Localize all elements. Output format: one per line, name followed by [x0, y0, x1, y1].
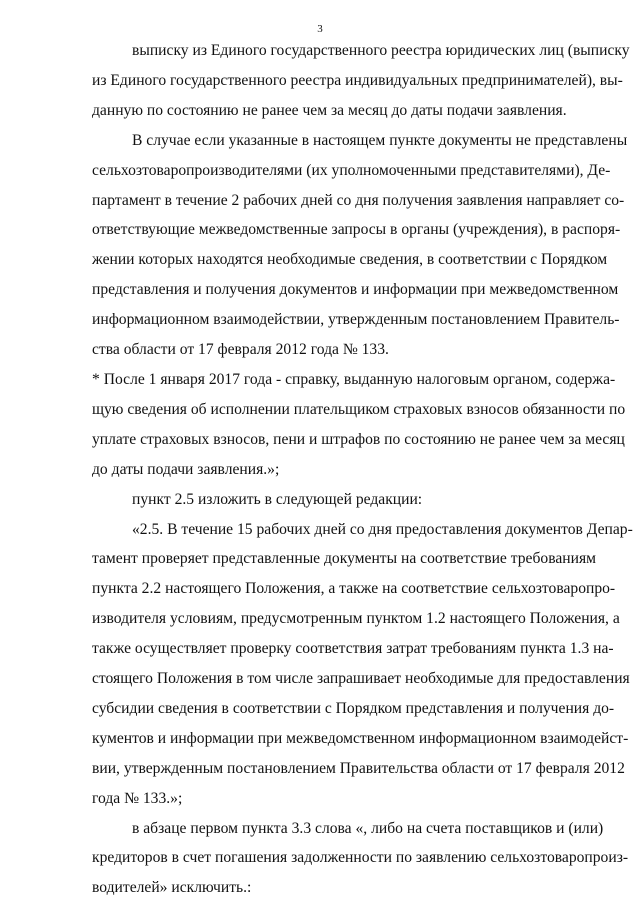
text-line: * После 1 января 2017 года - справку, выданную налоговым органом, содержа-: [92, 370, 616, 388]
paragraph: [92, 515, 633, 814]
text-line: водителей» исключить.:: [92, 879, 252, 897]
text-line: ответствующие межведомственные запросы в органы (учреждения), в распоря-: [92, 221, 621, 239]
text-line: партамент в течение 2 рабочих дней со дня получения заявления направляет со-: [92, 191, 625, 209]
paragraph: [92, 126, 628, 365]
text-line: субсидии сведения в соответствии с Порядком представления и получения до-: [92, 699, 615, 717]
text-line: жении которых находятся необходимые сведения, в соответствии с Порядком: [92, 251, 608, 269]
document-body: [92, 36, 633, 903]
text-line: щую сведения об исполнении плательщиком страховых взносов обязанности по: [92, 400, 626, 418]
text-line: пункт 2.5 изложить в следующей редакции:: [132, 490, 423, 508]
paragraph: [92, 365, 626, 485]
text-line: до даты подачи заявления.»;: [92, 460, 280, 478]
text-line: «2.5. В течение 15 рабочих дней со дня предоставления документов Депар-: [132, 520, 633, 538]
text-line: стоящего Положения в том числе запрашивает необходимые для предоставления: [92, 670, 630, 688]
text-line: изводителя условиям, предусмотренным пунктом 1.2 настоящего Положения, а: [92, 610, 620, 628]
text-line: пункта 2.2 настоящего Положения, а также на соответствие сельхозтоваропро-: [92, 580, 616, 598]
paragraph: [92, 36, 630, 126]
text-line: также осуществляет проверку соответствия затрат требованиям пункта 1.3 на-: [92, 640, 614, 658]
text-line: тамент проверяет представленные документы на соответствие требованиям: [92, 550, 597, 568]
text-line: выписку из Единого государственного реестра юридических лиц (выписку: [132, 42, 630, 59]
text-line: уплате страховых взносов, пени и штрафов по состоянию не ранее чем за месяц: [92, 430, 625, 448]
text-line: из Единого государственного реестра индивидуальных предпринимателей), вы-: [92, 71, 623, 89]
paragraph: [92, 814, 629, 904]
text-line: сельхозтоваропроизводителями (их уполномоченными представителями), Де-: [92, 161, 611, 179]
text-line: представления и получения документов и информации при межведомственном: [92, 281, 619, 299]
text-line: года № 133.»;: [92, 789, 183, 807]
text-line: в абзаце первом пункта 3.3 слова «, либо на счета поставщиков и (или): [132, 819, 604, 837]
text-line: В случае если указанные в настоящем пункте документы не представлены: [132, 131, 628, 149]
page-number: 3: [317, 23, 323, 35]
text-line: информационном взаимодействии, утвержденным постановлением Правитель-: [92, 311, 620, 329]
text-line: кументов и информации при межведомственном информационном взаимодейст-: [92, 729, 629, 747]
text-line: вии, утвержденным постановлением Правительства области от 17 февраля 2012: [92, 759, 625, 777]
paragraph: [92, 485, 590, 515]
text-line: данную по состоянию не ранее чем за месяц до даты подачи заявления.: [92, 101, 567, 119]
text-line: ства области от 17 февраля 2012 года № 133.: [92, 341, 389, 359]
text-line: кредиторов в счет погашения задолженности по заявлению сельхозтоваропроиз-: [92, 849, 629, 867]
